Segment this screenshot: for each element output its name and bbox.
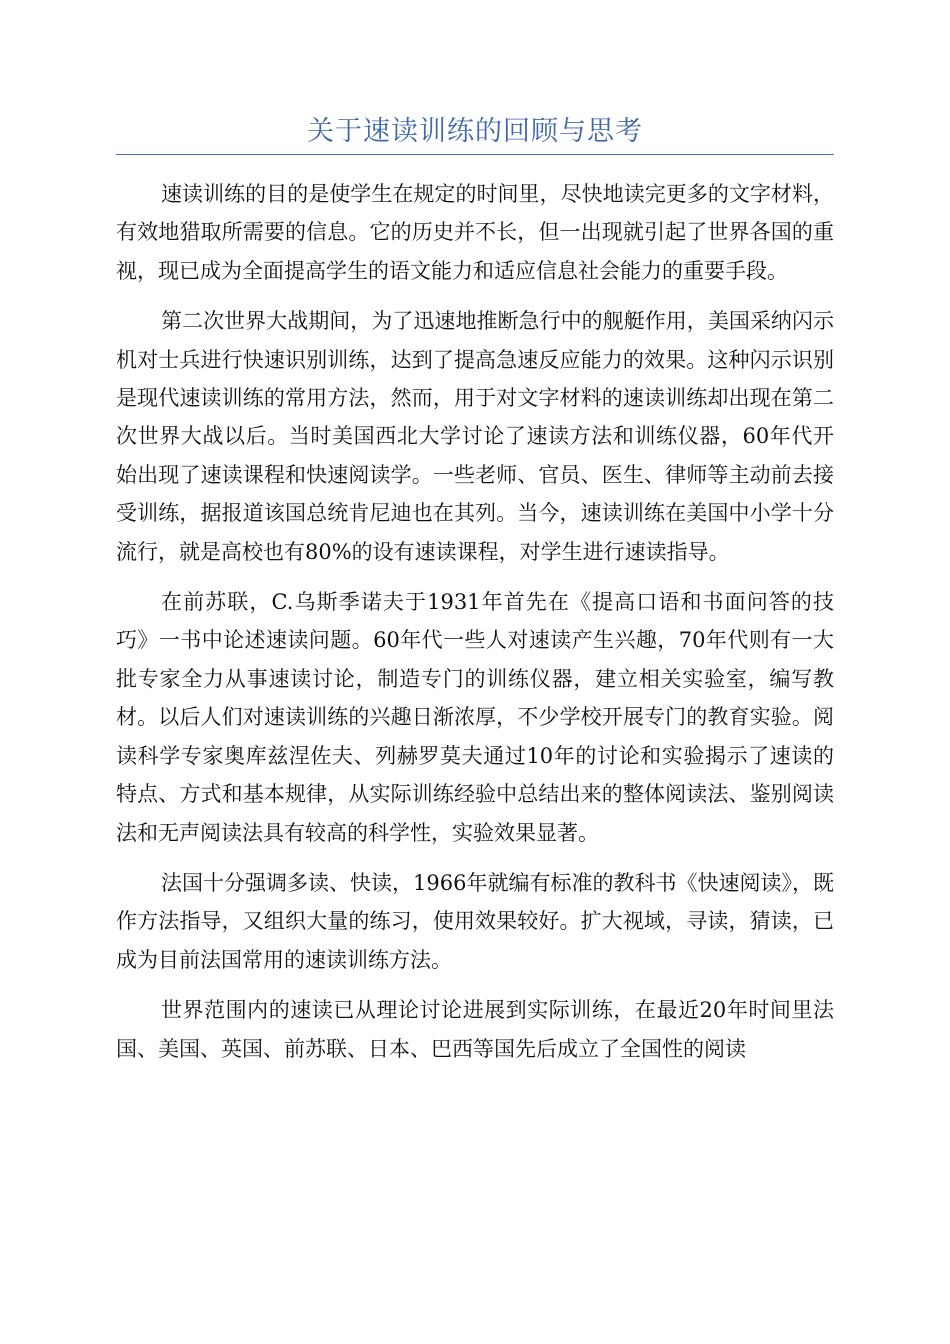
document-body (116, 175, 834, 1080)
paragraph-5: 世界范围内的速读已从理论讨论进展到实际训练，在最近20年时间里法国、美国、英国、前苏联、日本、巴西等国先后成立了全国性的阅读 (116, 998, 834, 1061)
paragraph-1: 速读训练的目的是使学生在规定的时间里，尽快地读完更多的文字材料，有效地猎取所需要的信息。它的历史并不长，但一出现就引起了世界各国的重视，现已成为全面提高学生的语文能力和适应信息社会能力的重要手段。 (116, 182, 834, 283)
paragraph-2: 第二次世界大战期间，为了迅速地推断急行中的舰艇作用，美国采纳闪示机对士兵进行快速识别训练，达到了提高急速反应能力的效果。这种闪示识别是现代速读训练的常用方法，然而，用于对文字材料的速读训练却出现在第二次世界大战以后。当时美国西北大学讨论了速读方法和训练仪器，60年代开始出现了速读课程和快速阅读学。一些老师、官员、医生、律师等主动前去接受训练，据报道该国总统肯尼迪也在其列。当今，速读训练在美国中小学十分流行，就是高校也有80%的设有速读课程，对学生进行速读指导。 (116, 309, 834, 564)
paragraph-4: 法国十分强调多读、快读，1966年就编有标准的教科书《快速阅读》，既作方法指导，又组织大量的练习，使用效果较好。扩大视域，寻读，猜读，已成为目前法国常用的速读训练方法。 (116, 870, 834, 972)
title-underline-rule (116, 154, 834, 155)
document-title: 关于速读训练的回顾与思考 (307, 116, 643, 147)
paragraph-3: 在前苏联，C.乌斯季诺夫于1931年首先在《提高口语和书面问答的技巧》一书中论述速读问题。60年代一些人对速读产生兴趣，70年代则有一大批专家全力从事速读讨论，制造专门的训练仪器，建立相关实验室，编写教材。以后人们对速读训练的兴趣日渐浓厚，不少学校开展专门的教育实验。阅读科学专家奥库兹涅佐夫、列赫罗莫夫通过10年的讨论和实验揭示了速读的特点、方式和基本规律，从实际训练经验中总结出来的整体阅读法、鉴别阅读法和无声阅读法具有较高的科学性，实验效果显著。 (116, 590, 834, 845)
